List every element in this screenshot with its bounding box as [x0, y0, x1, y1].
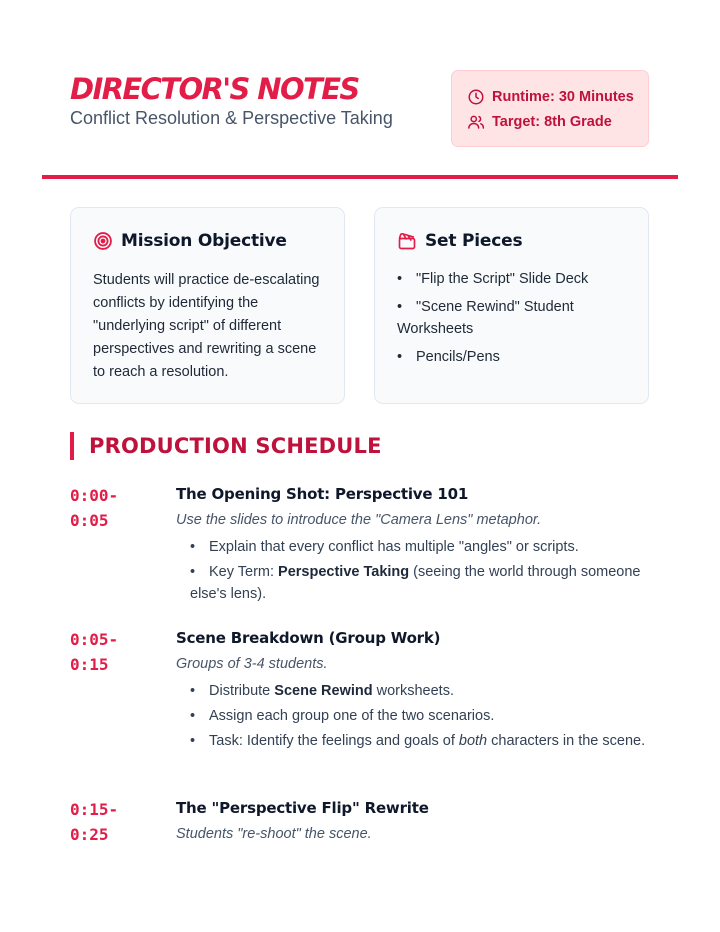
- page-title: DIRECTOR'S NOTES: [70, 72, 359, 106]
- item-text: Key Term:: [209, 564, 279, 580]
- page-subtitle: Conflict Resolution & Perspective Taking: [70, 108, 393, 128]
- list-item: • Distribute Scene Rewind worksheets.: [190, 683, 454, 699]
- time-end: 0:25: [70, 825, 109, 844]
- block-title: Scene Breakdown (Group Work): [176, 629, 441, 647]
- clapperboard-icon: [397, 231, 417, 251]
- time-range: [70, 627, 140, 677]
- time-start: 0:00-: [70, 486, 119, 505]
- mission-card: [70, 207, 345, 404]
- time-range: [70, 483, 140, 533]
- item-text: Assign each group one of the two scenarios.: [209, 708, 495, 724]
- users-icon: [467, 113, 485, 131]
- mission-text: Students will practice de-escalating conflicts by identifying the "underlying script" of different perspectives and rewriting a scene to reach a resolution.: [93, 272, 320, 380]
- schedule-header: [70, 432, 382, 460]
- item-text: Explain that every conflict has multiple "angles" or scripts.: [209, 539, 579, 555]
- time-start: 0:15-: [70, 800, 119, 819]
- list-item: • Assign each group one of the two scenarios.: [190, 708, 495, 724]
- list-item: • Pencils/Pens: [397, 347, 632, 369]
- block-list: [176, 680, 650, 752]
- target-label: Target: 8th Grade: [492, 114, 612, 130]
- item-text: Distribute: [209, 683, 275, 699]
- block-title: The "Perspective Flip" Rewrite: [176, 799, 429, 817]
- list-item: • Task: Identify the feelings and goals of both characters in the scene.: [190, 733, 646, 749]
- block-content: [176, 797, 650, 845]
- block-list: [176, 536, 650, 605]
- mission-title: Mission Objective: [121, 231, 287, 251]
- block-note: Groups of 3-4 students.: [176, 656, 328, 672]
- time-range: [70, 797, 140, 847]
- item-text: Task: Identify the feelings and goals of: [209, 733, 459, 749]
- set-pieces-title: Set Pieces: [425, 231, 523, 251]
- block-note: Use the slides to introduce the "Camera Lens" metaphor.: [176, 512, 542, 528]
- block-note: Students "re-shoot" the scene.: [176, 826, 372, 842]
- meta-box: [451, 70, 649, 147]
- item-text: characters in the scene.: [487, 733, 646, 749]
- set-pieces-card: [374, 207, 649, 404]
- set-pieces-header: [397, 231, 522, 251]
- item-strong: Perspective Taking: [278, 564, 410, 580]
- item-emphasis: both: [458, 733, 488, 749]
- block-title: The Opening Shot: Perspective 101: [176, 485, 469, 503]
- target-icon: [93, 231, 113, 251]
- list-item: • Key Term: Perspective Taking (seeing the world through someone else's lens).: [190, 564, 641, 602]
- time-end: 0:05: [70, 511, 109, 530]
- list-item-text: "Scene Rewind" Student Worksheets: [397, 299, 574, 337]
- target-row: [467, 112, 648, 132]
- page-header: [70, 70, 650, 150]
- item-strong: Scene Rewind: [274, 683, 373, 699]
- time-end: 0:15: [70, 655, 109, 674]
- schedule-title: PRODUCTION SCHEDULE: [89, 434, 382, 458]
- item-text: (seeing the world through someone else's lens).: [190, 564, 641, 602]
- runtime-label: Runtime: 30 Minutes: [492, 89, 634, 105]
- set-pieces-list: [397, 269, 632, 375]
- header-divider: [42, 175, 678, 179]
- block-content: [176, 483, 650, 608]
- list-item: • "Flip the Script" Slide Deck: [397, 269, 632, 291]
- runtime-row: [467, 87, 648, 107]
- list-item: [397, 297, 632, 340]
- list-item: • Explain that every conflict has multiple "angles" or scripts.: [190, 539, 579, 555]
- mission-header: [93, 231, 287, 251]
- item-text: worksheets.: [372, 683, 454, 699]
- block-content: [176, 627, 650, 755]
- time-start: 0:05-: [70, 630, 119, 649]
- clock-icon: [467, 88, 485, 106]
